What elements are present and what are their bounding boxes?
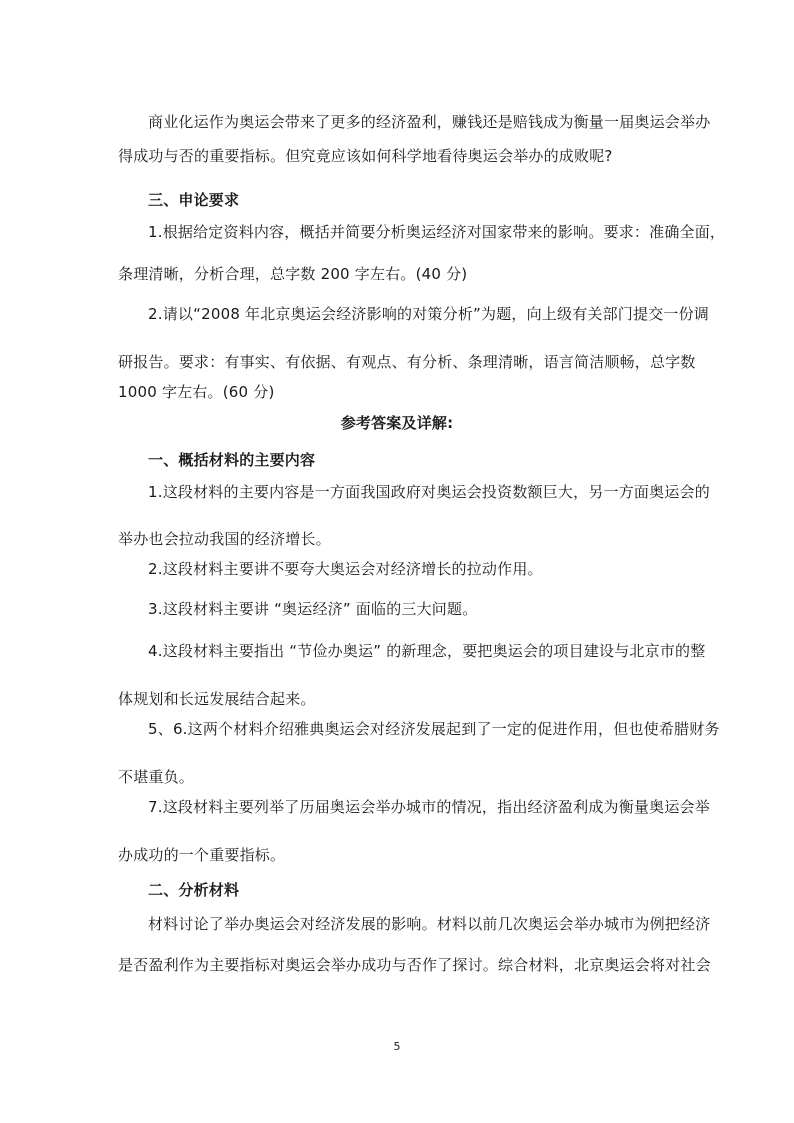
- part1-heading: 一、概括材料的主要内容: [148, 451, 316, 469]
- q1-line-1: 1.根据给定资料内容，概括并简要分析奥运经济对国家带来的影响。要求：准确全面，: [148, 223, 726, 241]
- answer-1-line-2: 举办也会拉动我国的经济增长。: [118, 530, 331, 548]
- answer-56-line-1: 5、6.这两个材料介绍雅典奥运会对经济发展起到了一定的促进作用，但也使希腊财务: [148, 720, 720, 738]
- part2-heading: 二、分析材料: [148, 881, 240, 899]
- answer-2: 2.这段材料主要讲不要夸大奥运会对经济增长的拉动作用。: [148, 560, 543, 578]
- intro-line-2: 得成功与否的重要指标。但究竟应该如何科学地看待奥运会举办的成败呢?: [118, 147, 613, 165]
- answer-4-line-2: 体规划和长远发展结合起来。: [118, 690, 316, 708]
- part2-line-1: 材料讨论了举办奥运会对经济发展的影响。材料以前几次奥运会举办城市为例把经济: [148, 915, 711, 933]
- answer-56-line-2: 不堪重负。: [118, 768, 195, 786]
- q2-line-1: 2.请以“2008 年北京奥运会经济影响的对策分析”为题，向上级有关部门提交一份调: [148, 305, 709, 323]
- part2-line-2: 是否盈利作为主要指标对奥运会举办成功与否作了探讨。综合材料，北京奥运会将对社会: [118, 956, 711, 974]
- answer-7-line-1: 7.这段材料主要列举了历届奥运会举办城市的情况，指出经济盈利成为衡量奥运会举: [148, 798, 710, 816]
- intro-line-1: 商业化运作为奥运会带来了更多的经济盈利，赚钱还是赔钱成为衡量一届奥运会举办: [148, 113, 711, 131]
- section3-heading: 三、申论要求: [148, 191, 240, 209]
- answer-1-line-1: 1.这段材料的主要内容是一方面我国政府对奥运会投资数额巨大，另一方面奥运会的: [148, 483, 710, 501]
- page-number: 5: [393, 1040, 401, 1053]
- answer-7-line-2: 办成功的一个重要指标。: [118, 846, 286, 864]
- q1-line-2: 条理清晰，分析合理，总字数 200 字左右。(40 分): [118, 265, 468, 283]
- answers-title: 参考答案及详解:: [340, 414, 454, 432]
- answer-3: 3.这段材料主要讲 “奥运经济” 面临的三大问题。: [148, 600, 478, 618]
- q2-line-3: 1000 字左右。(60 分): [118, 383, 275, 401]
- answer-4-line-1: 4.这段材料主要指出 “节俭办奥运” 的新理念，要把奥运会的项目建设与北京市的整: [148, 642, 706, 660]
- q2-line-2: 研报告。要求：有事实、有依据、有观点、有分析、条理清晰，语言简洁顺畅，总字数: [118, 353, 696, 371]
